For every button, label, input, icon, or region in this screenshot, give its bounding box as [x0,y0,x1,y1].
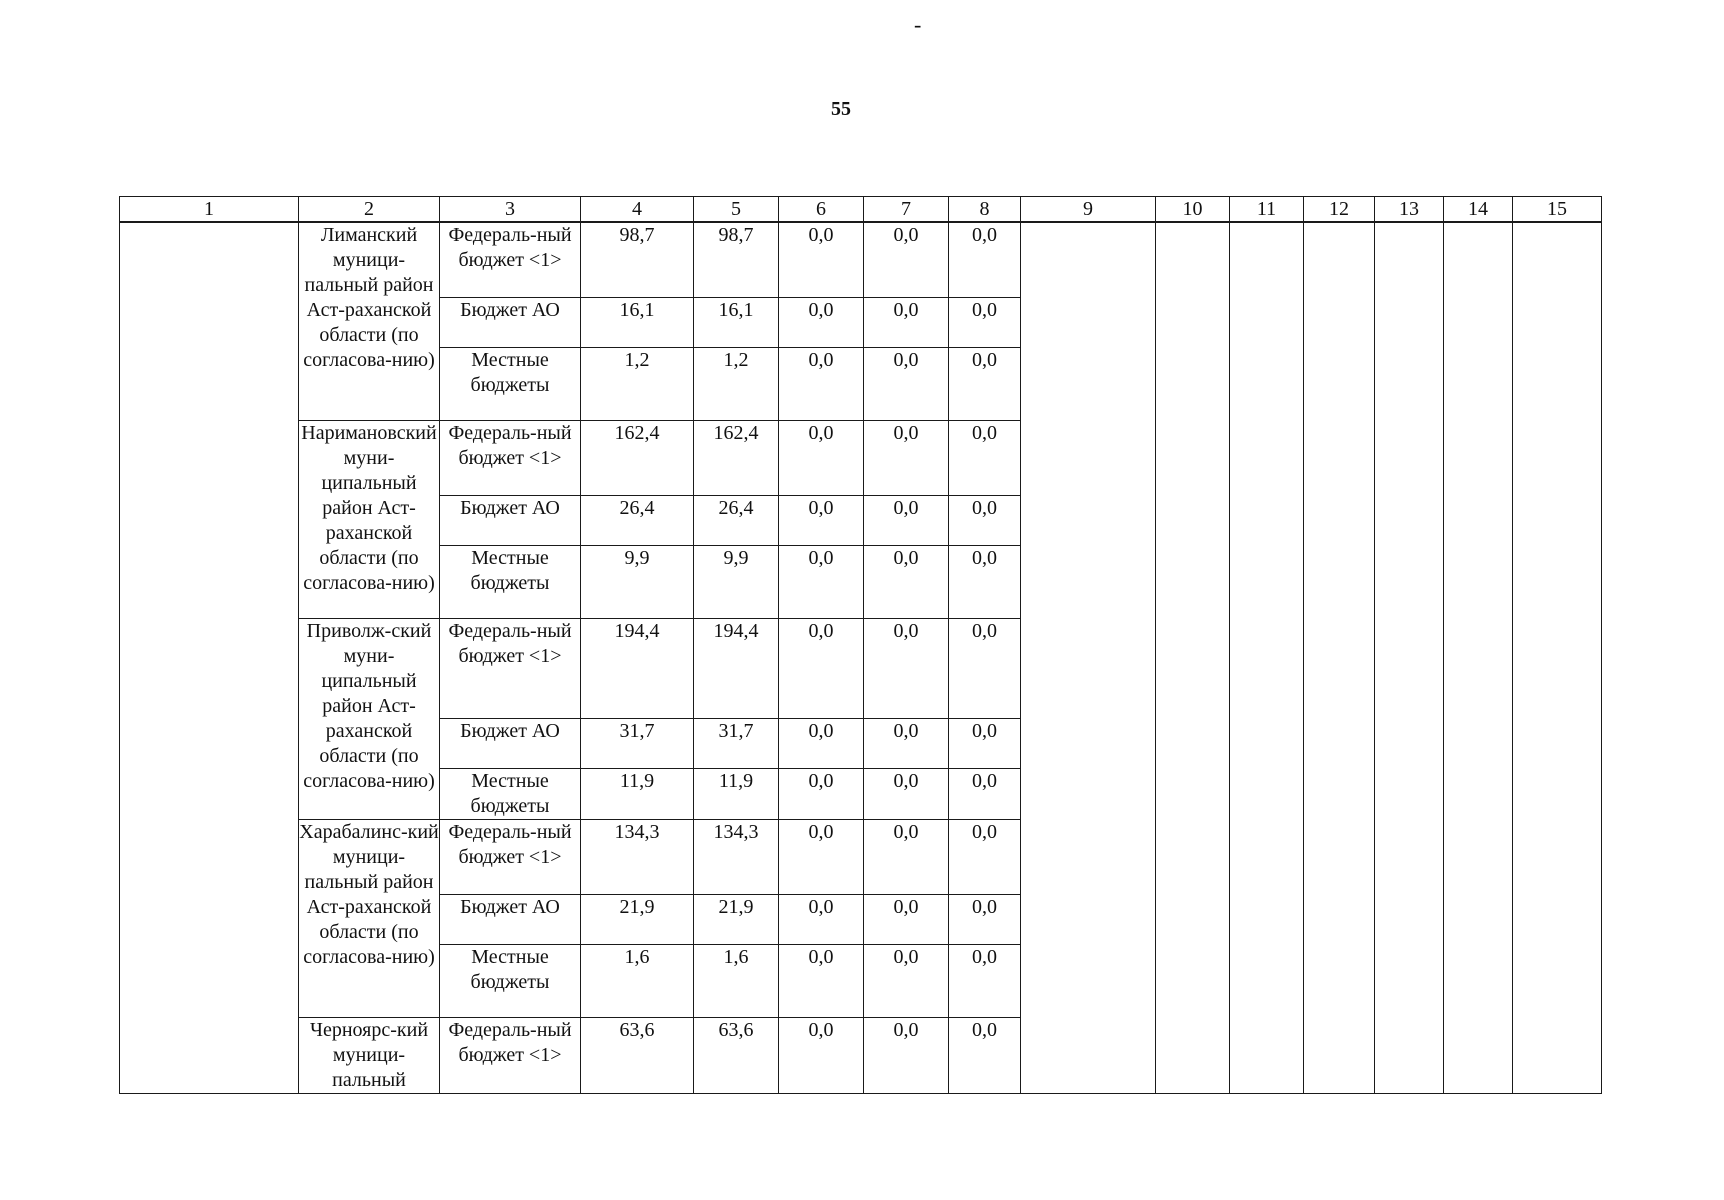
column-15-cell [1513,222,1602,1093]
value-cell: 0,0 [779,545,864,618]
value-cell: 31,7 [694,718,779,768]
value-cell: 162,4 [694,420,779,495]
value-cell: 0,0 [779,297,864,347]
column-header: 15 [1513,197,1602,223]
column-13-cell [1375,222,1444,1093]
value-cell: 0,0 [949,718,1021,768]
column-14-cell [1444,222,1513,1093]
column-12-cell [1304,222,1375,1093]
value-cell: 162,4 [581,420,694,495]
value-cell: 11,9 [694,768,779,819]
value-cell: 134,3 [581,819,694,894]
municipality-cell: Харабалинс-кий муници-пальный район Аст-раханской области (по согласова-нию) [299,819,440,1017]
value-cell: 0,0 [864,495,949,545]
value-cell: 1,2 [694,347,779,420]
column-header: 12 [1304,197,1375,223]
column-number-row [120,197,1602,223]
column-header: 2 [299,197,440,223]
value-cell: 1,6 [694,944,779,1017]
value-cell: 9,9 [581,545,694,618]
value-cell: 0,0 [779,894,864,944]
value-cell: 0,0 [949,545,1021,618]
value-cell: 9,9 [694,545,779,618]
column-header: 10 [1156,197,1230,223]
column-header: 9 [1021,197,1156,223]
value-cell: 1,6 [581,944,694,1017]
source-cell: Местные бюджеты [440,944,581,1017]
value-cell: 0,0 [949,894,1021,944]
value-cell: 0,0 [949,420,1021,495]
source-cell: Бюджет АО [440,495,581,545]
value-cell: 0,0 [779,222,864,297]
column-header: 7 [864,197,949,223]
table-row [120,222,1602,297]
column-11-cell [1230,222,1304,1093]
source-cell: Бюджет АО [440,297,581,347]
source-cell: Федераль-ный бюджет <1> [440,420,581,495]
column-1-cell [120,222,299,1093]
source-cell: Местные бюджеты [440,768,581,819]
source-cell: Местные бюджеты [440,347,581,420]
value-cell: 0,0 [864,545,949,618]
value-cell: 0,0 [779,347,864,420]
value-cell: 98,7 [694,222,779,297]
value-cell: 16,1 [581,297,694,347]
column-header: 11 [1230,197,1304,223]
source-cell: Федераль-ный бюджет <1> [440,819,581,894]
value-cell: 0,0 [864,1017,949,1093]
column-header: 6 [779,197,864,223]
value-cell: 194,4 [581,618,694,718]
value-cell: 0,0 [779,718,864,768]
value-cell: 21,9 [694,894,779,944]
value-cell: 0,0 [949,1017,1021,1093]
column-header: 13 [1375,197,1444,223]
value-cell: 0,0 [864,618,949,718]
value-cell: 0,0 [779,618,864,718]
value-cell: 63,6 [581,1017,694,1093]
municipality-cell: Наримановский муни-ципальный район Аст-раханской области (по согласова-нию) [299,420,440,618]
value-cell: 0,0 [864,768,949,819]
value-cell: 0,0 [779,495,864,545]
municipality-cell: Черноярс-кий муници-пальный [299,1017,440,1093]
value-cell: 134,3 [694,819,779,894]
value-cell: 0,0 [864,420,949,495]
column-header: 3 [440,197,581,223]
source-cell: Федераль-ный бюджет <1> [440,618,581,718]
value-cell: 0,0 [949,297,1021,347]
value-cell: 0,0 [949,347,1021,420]
value-cell: 0,0 [864,944,949,1017]
value-cell: 0,0 [779,768,864,819]
value-cell: 0,0 [779,944,864,1017]
value-cell: 0,0 [949,618,1021,718]
column-header: 8 [949,197,1021,223]
value-cell: 0,0 [949,222,1021,297]
column-header: 14 [1444,197,1513,223]
value-cell: 11,9 [581,768,694,819]
source-cell: Федераль-ный бюджет <1> [440,222,581,297]
column-9-cell [1021,222,1156,1093]
value-cell: 0,0 [864,347,949,420]
value-cell: 0,0 [949,819,1021,894]
value-cell: 0,0 [864,819,949,894]
column-header: 5 [694,197,779,223]
value-cell: 31,7 [581,718,694,768]
value-cell: 0,0 [949,495,1021,545]
value-cell: 63,6 [694,1017,779,1093]
value-cell: 16,1 [694,297,779,347]
value-cell: 98,7 [581,222,694,297]
column-header: 1 [120,197,299,223]
municipality-cell: Лиманский муници-пальный район Аст-раханской области (по согласова-нию) [299,222,440,420]
budget-table [119,196,1602,1094]
value-cell: 0,0 [864,718,949,768]
value-cell: 0,0 [949,768,1021,819]
value-cell: 194,4 [694,618,779,718]
value-cell: 26,4 [581,495,694,545]
value-cell: 0,0 [949,944,1021,1017]
municipality-cell: Приволж-ский муни-ципальный район Аст-раханской области (по согласова-нию) [299,618,440,819]
value-cell: 26,4 [694,495,779,545]
page-dash-mark: - [914,12,922,37]
source-cell: Бюджет АО [440,718,581,768]
column-10-cell [1156,222,1230,1093]
value-cell: 0,0 [779,1017,864,1093]
source-cell: Федераль-ный бюджет <1> [440,1017,581,1093]
value-cell: 0,0 [864,222,949,297]
value-cell: 0,0 [864,894,949,944]
column-header: 4 [581,197,694,223]
value-cell: 0,0 [779,819,864,894]
value-cell: 21,9 [581,894,694,944]
value-cell: 0,0 [779,420,864,495]
value-cell: 1,2 [581,347,694,420]
value-cell: 0,0 [864,297,949,347]
page-number: 55 [831,98,851,120]
source-cell: Бюджет АО [440,894,581,944]
source-cell: Местные бюджеты [440,545,581,618]
